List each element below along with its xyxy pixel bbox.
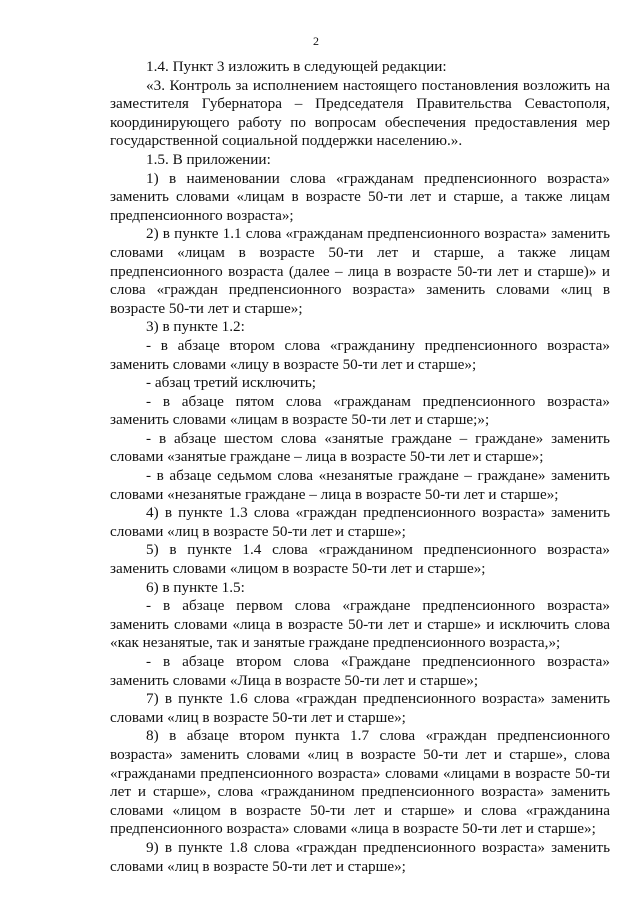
paragraph-item-7: 7) в пункте 1.6 слова «граждан предпенсионного возраста» заменить словами «лиц в возрасте 50-ти лет и старше»;	[110, 690, 610, 726]
paragraph-item-3-sub-2: - абзац третий исключить;	[146, 374, 316, 392]
paragraph-item-9: 9) в пункте 1.8 слова «граждан предпенсионного возраста» заменить словами «лиц в возрасте 50-ти лет и старше»;	[110, 838, 610, 875]
paragraph-1-4-heading: 1.4. Пункт 3 изложить в следующей редакции:	[146, 58, 447, 75]
page-number: 2	[313, 34, 319, 48]
paragraph-item-6-sub-1: - в абзаце первом слова «граждане предпенсионного возраста» заменить словами «лица в возрасте 50-ти лет и старше» и исключить слова «как незанятые, так и занятые граждане предпенсионного возраста,»;	[110, 597, 610, 652]
paragraph-item-3-sub-4: - в абзаце шестом слова «занятые граждане – граждане» заменить словами «занятые граждане – лица в возрасте 50-ти лет и старше»;	[110, 429, 610, 466]
paragraph-item-4: 4) в пункте 1.3 слова «граждан предпенсионного возраста» заменить словами «лиц в возрасте 50-ти лет и старше»;	[110, 504, 610, 540]
paragraph-point-3-text: «3. Контроль за исполнением настоящего постановления возложить на заместителя Губернатора – Председателя Правительства Севастополя, координирующего работу по вопросам обеспечения предоставления мер государственной социальной поддержки населению.».	[110, 76, 610, 150]
paragraph-item-6: 6) в пункте 1.5:	[146, 578, 245, 596]
paragraph-item-3-sub-5: - в абзаце седьмом слова «незанятые граждане – граждане» заменить словами «незанятые граждане – лица в возрасте 50-ти лет и старше»;	[110, 467, 610, 503]
paragraph-item-3: 3) в пункте 1.2:	[146, 318, 245, 336]
paragraph-item-6-sub-2: - в абзаце втором слова «Граждане предпенсионного возраста» заменить словами «Лица в возрасте 50-ти лет и старше»;	[110, 653, 610, 689]
paragraph-item-3-sub-1: - в абзаце втором слова «гражданину предпенсионного возраста» заменить словами «лицу в возрасте 50-ти лет и старше»;	[110, 336, 610, 373]
paragraph-1-5-heading: 1.5. В приложении:	[146, 150, 271, 168]
paragraph-item-2: 2) в пункте 1.1 слова «гражданам предпенсионного возраста» заменить словами «лицам в возрасте 50-ти лет и старше, а также лицам предпенсионного возраста (далее – лица в возрасте 50-ти лет и старше)» и слова «граждан предпенсионного возраста» заменить словами «лиц в возрасте 50-ти лет и старше»;	[110, 225, 610, 317]
paragraph-item-8: 8) в абзаце втором пункта 1.7 слова «граждан предпенсионного возраста» заменить словами «лиц в возрасте 50-ти лет и старше», слова «гражданами предпенсионного возраста» словами «лицами в возрасте 50-ти лет и старше», слова «гражданином предпенсионного возраста» заменить словами «лицом в возрасте 50-ти лет и старше» и слова «гражданина предпенсионного возраста» словами «лица в возрасте 50-ти лет и старше»;	[110, 727, 610, 838]
paragraph-item-1: 1) в наименовании слова «гражданам предпенсионного возраста» заменить словами «лицам в возрасте 50-ти лет и старше, а также лицам предпенсионного возраста»;	[110, 169, 610, 224]
document-body	[110, 58, 610, 876]
paragraph-item-5: 5) в пункте 1.4 слова «гражданином предпенсионного возраста» заменить словами «лицом в возрасте 50-ти лет и старше»;	[110, 541, 610, 578]
paragraph-item-3-sub-3: - в абзаце пятом слова «гражданам предпенсионного возраста» заменить словами «лицам в возрасте 50-ти лет и старше;»;	[110, 392, 610, 429]
